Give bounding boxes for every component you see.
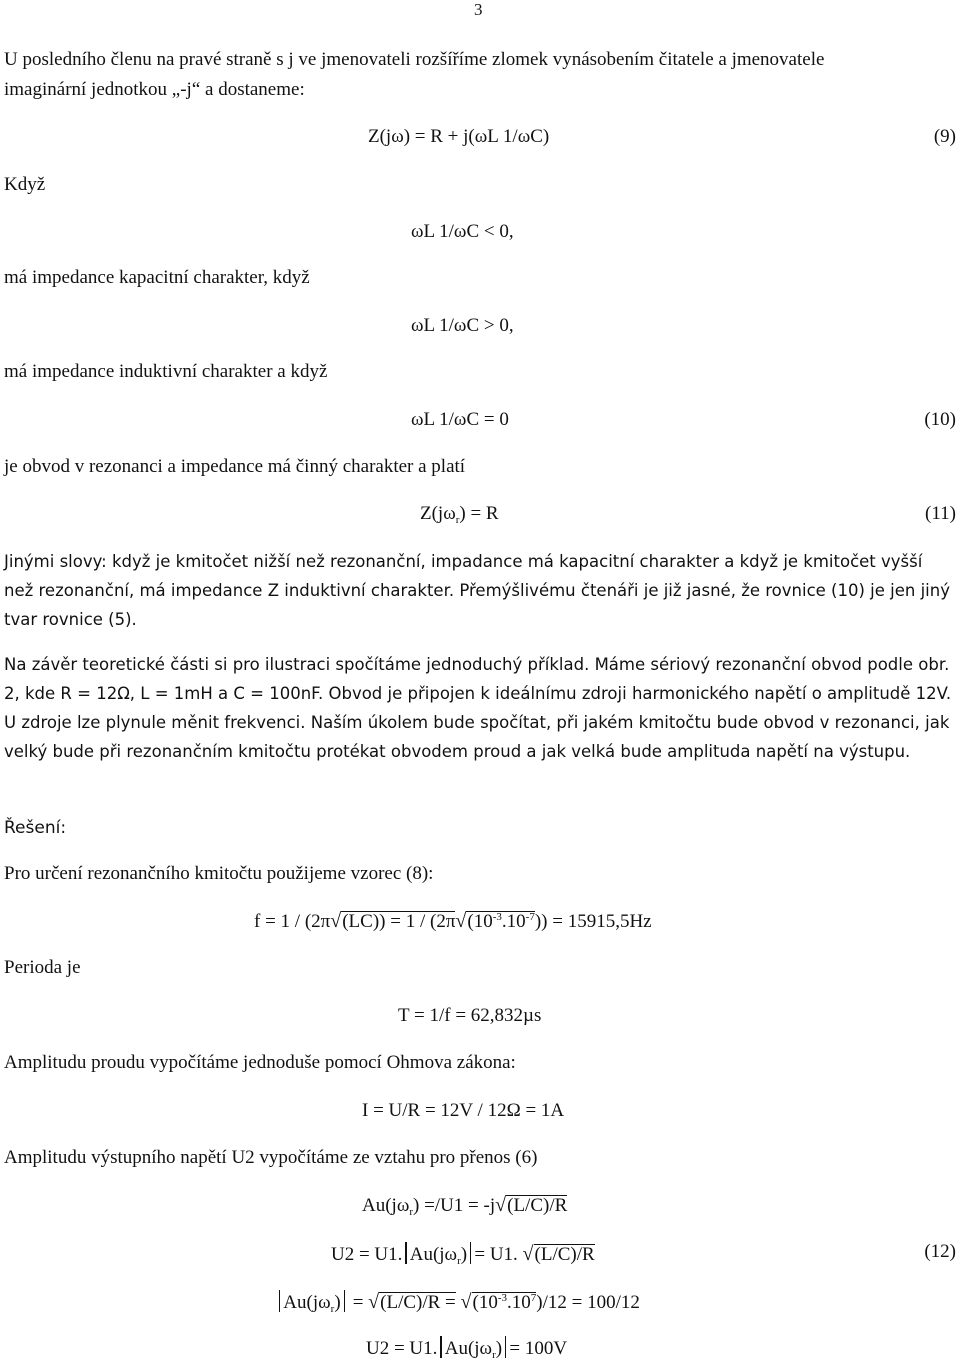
current-amplitude-text: Amplitudu proudu vypočítáme jednoduše pomocí Ohmova zákona: xyxy=(4,1052,516,1073)
period-equation: T = 1/f = 62,832µs xyxy=(398,1005,542,1026)
current-equation: I = U/R = 12V / 12Ω = 1A xyxy=(362,1100,565,1121)
equation-10: ωL 1/ωC = 0 xyxy=(411,409,509,430)
page-number: 3 xyxy=(474,0,483,19)
inductive-text: má impedance induktivní charakter a když xyxy=(4,361,328,382)
voltage-amplitude-text: Amplitudu výstupního napětí U2 vypočítáme ze vztahu pro přenos (6) xyxy=(4,1147,538,1168)
equation-9: Z(jω) = R + j(ωL 1/ωC) xyxy=(368,126,550,147)
equation-12-number: (12) xyxy=(924,1241,956,1262)
condition-less-than: ωL 1/ωC < 0, xyxy=(411,221,514,242)
condition-greater-than: ωL 1/ωC > 0, xyxy=(411,315,514,336)
paragraph-example: Na závěr teoretické části si pro ilustraci spočítáme jednoduchý příklad. Máme sériový rezonanční obvod podle obr. 2, kde R = 12Ω, L = 1mH a C = 100nF. Obvod je připojen k ideálnímu zdroji harmonického napětí o amplitudě 12V. U zdroje lze plynule měnit frekvenci. Naším úkolem bude spočítat, při jakém kmitočtu bude obvod v rezonanci, jak velký bude při rezonančním kmitočtu protékat obvodem proud a jak velká bude amplituda napětí na výstupu. xyxy=(4,655,952,761)
equation-9-number: (9) xyxy=(933,126,956,147)
resonance-text: je obvod v rezonanci a impedance má činný charakter a platí xyxy=(4,456,466,477)
kdyz-label: Když xyxy=(4,174,46,195)
equation-12: U2 = U1. $Au(j\omega_r) = U1$. √(L/C)/R xyxy=(331,1243,595,1267)
output-voltage-equation: U2 = U1. $Au(j\omega_r) = 100V$ xyxy=(366,1338,568,1361)
absolute-transfer-equation: $Au(j\omega_r) = √(L/C)/R = √(10^{-3}.10^7)/12 = 100/12$ xyxy=(276,1290,640,1313)
resonant-frequency-intro: Pro určení rezonančního kmitočtu použijeme vzorec (8): xyxy=(4,863,434,884)
equation-11-number: (11) xyxy=(925,503,956,524)
capacitive-text: má impedance kapacitní charakter, když xyxy=(4,267,310,288)
period-label: Perioda je xyxy=(4,957,81,978)
transfer-equation: $Au(j\omega_r) =/U1 = -j√(L/C)/R$ xyxy=(362,1194,568,1218)
paragraph-other-words: Jinými slovy: když je kmitočet nižší než rezonanční, impadance má kapacitní charakter a když je kmitočet vyšší než rezonanční, má impedance Z induktivní charakter. Přemýšlivému čtenáři je již jasné, že rovnice (10) je jen jiný tvar rovnice (5). xyxy=(4,552,950,629)
solution-heading: Řešení: xyxy=(4,818,67,838)
frequency-equation: $f = 1 / (2\pi√(LC)) = 1 / (2\pi√(10^{-3}.10^{-7})) = 15915,5Hz$ xyxy=(254,910,652,932)
intro-line-2: imaginární jednotkou „-j“ a dostaneme: xyxy=(4,79,305,100)
intro-line-1: U posledního členu na pravé straně s j ve jmenovateli rozšíříme zlomek vynásobením čitatele a jmenovatele xyxy=(4,49,825,70)
equation-10-number: (10) xyxy=(924,409,956,430)
equation-11: $Z(j\omega_r) = R$ xyxy=(420,503,499,526)
